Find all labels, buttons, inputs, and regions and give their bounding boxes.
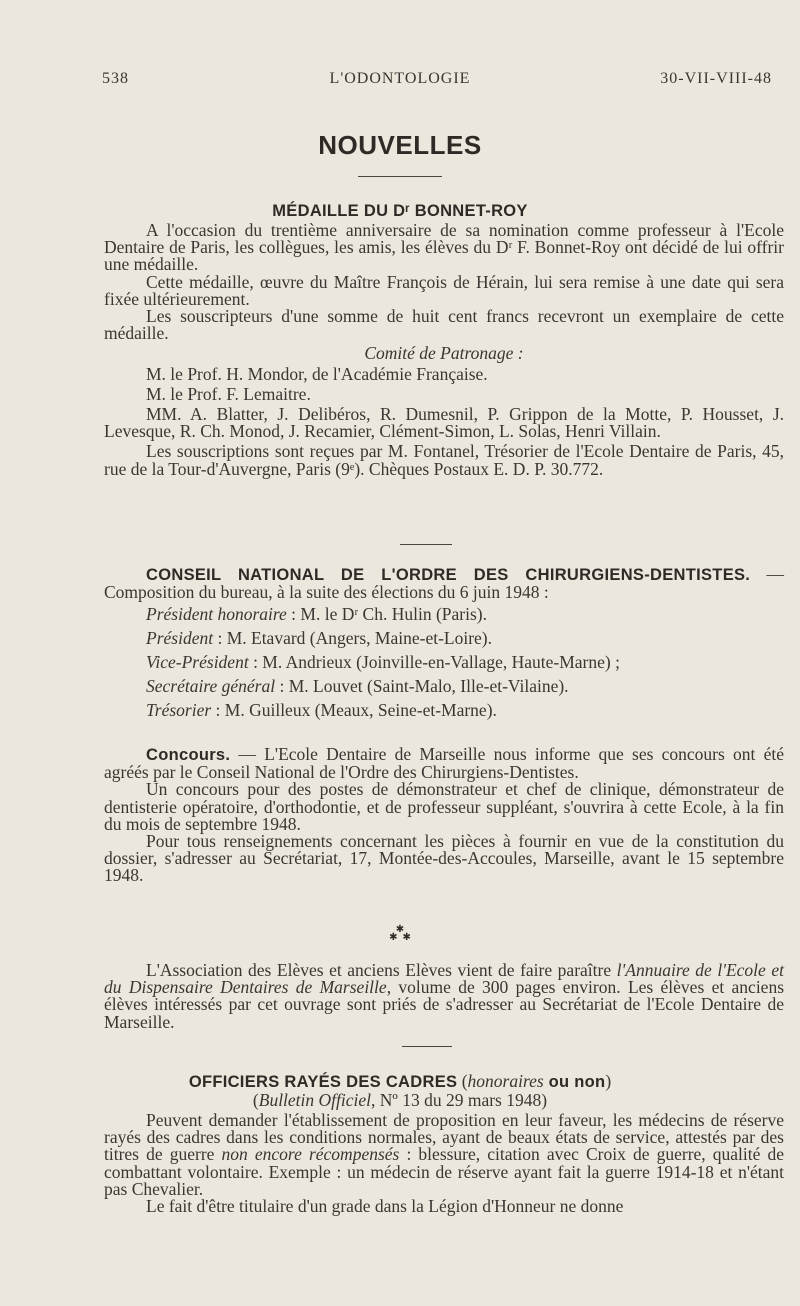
association-lead: L'Association des Elèves et anciens Elèves vient de faire paraître bbox=[146, 960, 617, 980]
bureau-line bbox=[104, 701, 784, 720]
running-title: L'ODONTOLOGIE bbox=[329, 70, 471, 87]
annuaire-title: l'Annuaire de l'Ecole et du Dispensaire Dentaires de Marseille bbox=[104, 960, 784, 998]
conseil-heading: CONSEIL NATIONAL DE L'ORDRE DES CHIRURGIENS-DENTISTES. bbox=[146, 566, 751, 584]
bureau-line bbox=[104, 653, 784, 672]
concours-label: Concours. bbox=[146, 746, 231, 764]
bureau-role: Président honoraire bbox=[146, 604, 287, 625]
issue-date: 30-VII-VIII-48 bbox=[660, 70, 772, 87]
comite-label: Comité de Patronage : bbox=[364, 343, 524, 364]
officiers-body bbox=[104, 1112, 784, 1215]
bureau-name: : M. Louvet (Saint-Malo, Ille-et-Vilaine). bbox=[275, 676, 569, 697]
member-line: MM. A. Blatter, J. Delibéros, R. Dumesnil, P. Grippon de la Motte, P. Housset, J. Levesque, R. Ch. Monod, J. Recamier, Clément-Simon, L. Solas, Henri Villain. bbox=[104, 404, 784, 442]
bureau-line bbox=[104, 677, 784, 696]
medaille-paragraph: A l'occasion du trentième anniversaire de sa nomination comme professeur à l'Ecole Dentaire de Paris, les collègues, les amis, les élèves du Dʳ F. Bonnet-Roy ont décidé de lui offrir une médaille. bbox=[104, 220, 784, 275]
section-rule bbox=[400, 544, 452, 545]
bureau-role: Vice-Président bbox=[146, 652, 249, 673]
officiers-para1-italic: non encore récompensés bbox=[221, 1144, 400, 1165]
page-number: 538 bbox=[102, 70, 129, 87]
association-rest: , volume de 300 pages environ. Les élèves et anciens élèves intéressés par cet ouvrage sont priés de s'adresser au Secrétariat de l'Ecole Dentaire de Marseille. bbox=[104, 977, 785, 1032]
medaille-body bbox=[104, 222, 784, 478]
officiers-paren-close: ) bbox=[605, 1071, 612, 1091]
bureau-name: : M. Etavard (Angers, Maine-et-Loire). bbox=[213, 628, 493, 649]
officiers-paren-open: ( bbox=[457, 1071, 468, 1091]
officiers-subheading bbox=[0, 1090, 800, 1111]
subheading-rest: , Nº 13 du 29 mars 1948) bbox=[371, 1090, 548, 1110]
medaille-paragraph: Les souscripteurs d'une somme de huit cent francs recevront un exemplaire de cette médaille. bbox=[104, 306, 784, 344]
bureau-role: Trésorier bbox=[146, 700, 212, 721]
bureau-name: : M. Andrieux (Joinville-en-Vallage, Haute-Marne) ; bbox=[248, 652, 620, 673]
officiers-heading-italic: honoraires bbox=[467, 1071, 544, 1091]
officiers-para1-a: Peuvent demander l'établissement de proposition en leur faveur, les médecins de réserve rayés des cadres dans les conditions normales, ayant de beaux états de service, attestés par des titres de guerre bbox=[104, 1110, 784, 1165]
title-rule bbox=[358, 176, 442, 177]
section-rule bbox=[402, 1046, 452, 1047]
conseil-intro: — Composition du bureau, à la suite des élections du 6 juin 1948 : bbox=[104, 564, 784, 603]
medaille-paragraph: Cette médaille, œuvre du Maître François de Hérain, lui sera remise à une date qui sera fixée ultérieurement. bbox=[104, 271, 784, 309]
officiers-heading-tail: ou non bbox=[543, 1073, 606, 1091]
officiers-heading bbox=[0, 1071, 800, 1092]
member-line: M. le Prof. F. Lemaitre. bbox=[146, 383, 311, 404]
bureau-name: : M. Guilleux (Meaux, Seine-et-Marne). bbox=[211, 700, 497, 721]
subheading-open: ( bbox=[252, 1090, 259, 1110]
conseil-body bbox=[104, 566, 784, 725]
association-paragraph bbox=[104, 962, 784, 1031]
bureau-role: Président bbox=[146, 628, 214, 649]
concours-body bbox=[104, 746, 784, 885]
page-title: NOUVELLES bbox=[318, 130, 482, 160]
association-body bbox=[104, 962, 784, 1031]
concours-paragraph: Pour tous renseignements concernant les pièces à fournir en vue de la constitution du dossier, s'adresser au Secrétariat, 17, Montée-des-Accoules, Marseille, avant le 15 septembre 1948. bbox=[104, 831, 784, 886]
bureau-line bbox=[104, 605, 784, 624]
concours-paragraph: Un concours pour des postes de démonstrateur et chef de clinique, démonstrateur de dentisterie opératoire, d'orthodontie, et de professeur suppléant, s'ouvrira à cette Ecole, à la fin du mois de septembre 1948. bbox=[104, 779, 784, 834]
souscriptions-paragraph: Les souscriptions sont reçues par M. Fontanel, Trésorier de l'Ecole Dentaire de Paris, 45, rue de la Tour-d'Auvergne, Paris (9ᵉ). Chèques Postaux E. D. P. 30.772. bbox=[104, 441, 784, 479]
bureau-role: Secrétaire général bbox=[146, 676, 276, 697]
officiers-paragraph-2: Le fait d'être titulaire d'un grade dans la Légion d'Honneur ne donne bbox=[146, 1196, 624, 1217]
officiers-heading-text: OFFICIERS RAYÉS DES CADRES bbox=[188, 1073, 458, 1091]
bureau-line bbox=[104, 629, 784, 648]
officiers-paragraph bbox=[104, 1112, 784, 1198]
bureau-name: : M. le Dʳ Ch. Hulin (Paris). bbox=[286, 604, 487, 625]
member-line: M. le Prof. H. Mondor, de l'Académie Française. bbox=[146, 363, 488, 384]
concours-intro: — L'Ecole Dentaire de Marseille nous informe que ses concours ont été agréés par le Conseil National de l'Ordre des Chirurgiens-Dentistes. bbox=[104, 744, 784, 783]
bulletin-title: Bulletin Officiel bbox=[258, 1090, 372, 1110]
medaille-heading: MÉDAILLE DU Dʳ BONNET-ROY bbox=[272, 202, 528, 220]
asterism: ✱ ✱ ✱ bbox=[389, 924, 411, 943]
officiers-para1-b: : blessure, citation avec Croix de guerre, qualité de combattant volontaire. Exemple : un médecin de réserve ayant fait la guerre 1914-18 et n'étant pas Chevalier. bbox=[104, 1144, 785, 1199]
